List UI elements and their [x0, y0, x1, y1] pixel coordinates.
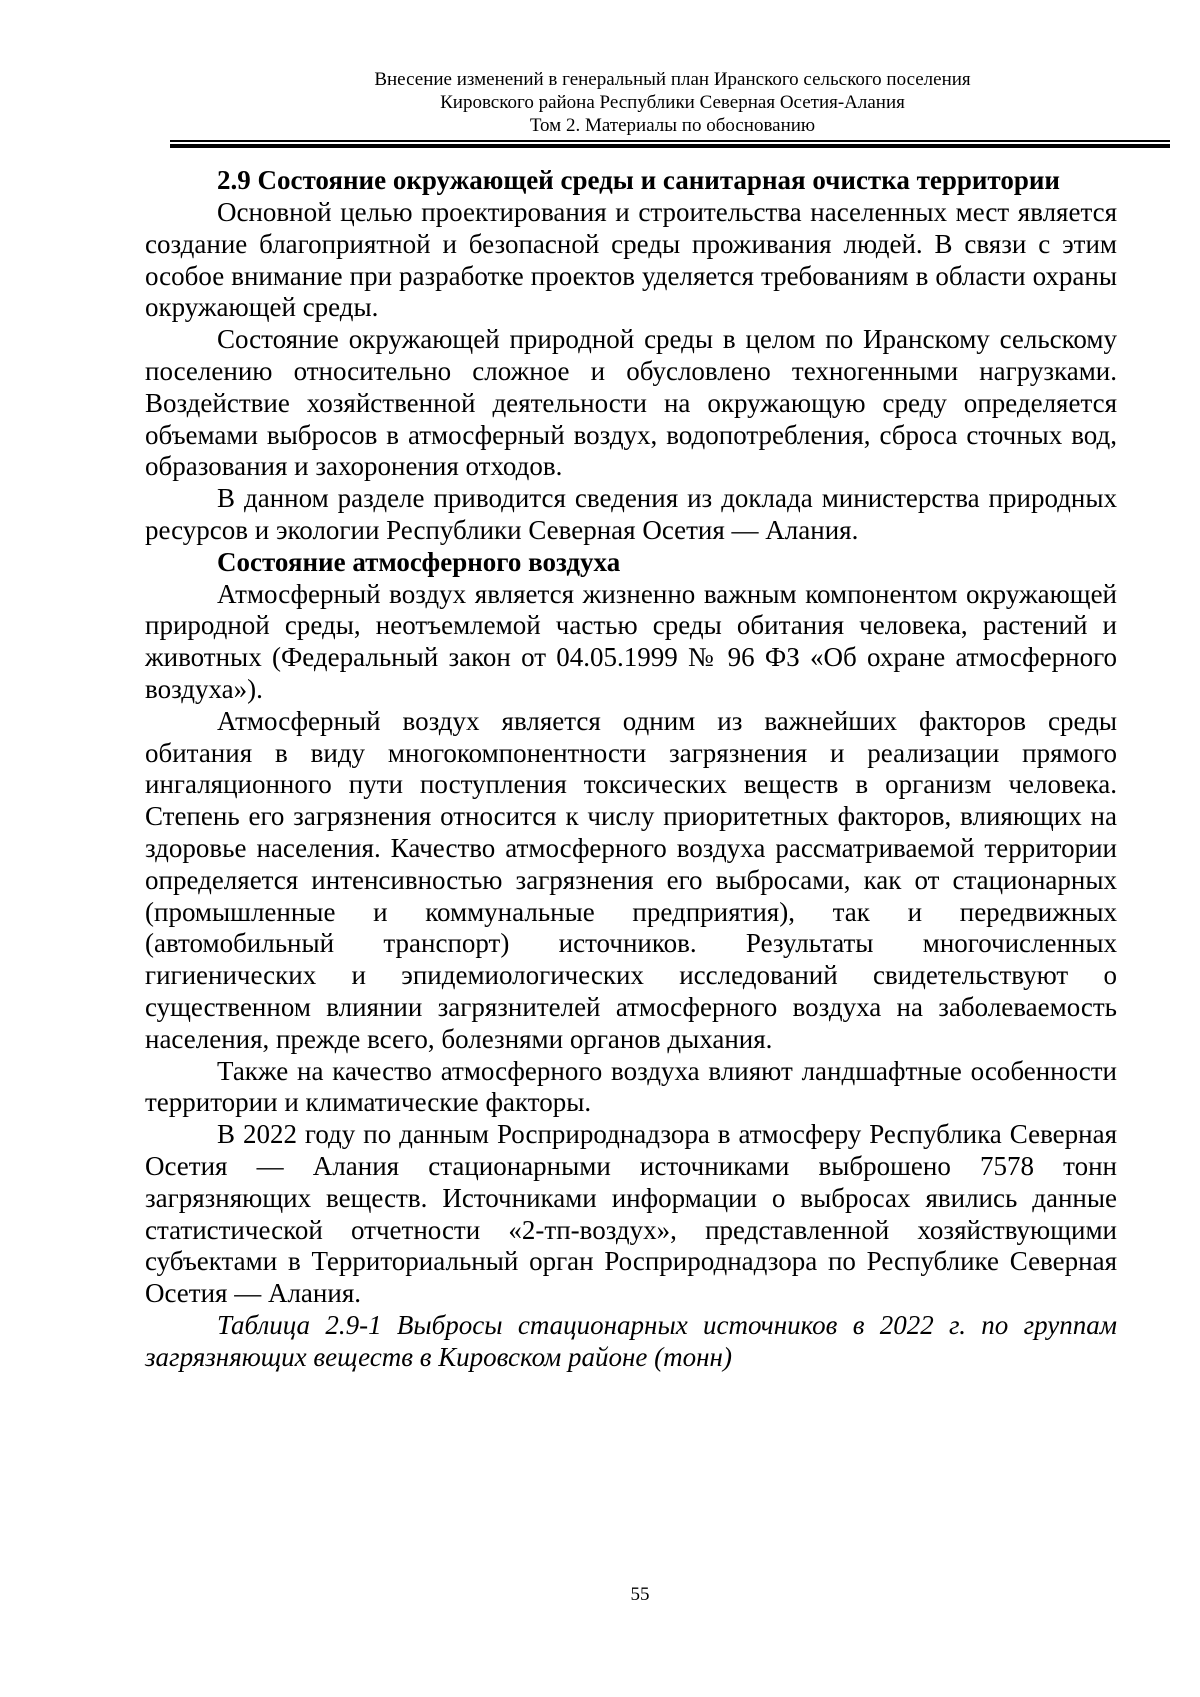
paragraph: Атмосферный воздух является одним из важнейших факторов среды обитания в виду многокомпонентности загрязнения и реализации прямого ингаляционного пути поступления токсических веществ в организм человека. Степень его загрязнения относится к числу приоритетных факторов, влияющих на здоровье населения. Качество атмосферного воздуха рассматриваемой территории определяется интенсивностью загрязнения его выбросами, как от стационарных (промышленные и коммунальные предприятия), так и передвижных (автомобильный транспорт) источников. Результаты многочисленных гигиенических и эпидемиологических исследований свидетельствуют о существенном влиянии загрязнителей атмосферного воздуха на заболеваемость населения, прежде всего, болезнями органов дыхания.: [145, 705, 1117, 1054]
paragraph: Атмосферный воздух является жизненно важным компонентом окружающей природной среды, неотъемлемой частью среды обитания человека, растений и животных (Федеральный закон от 04.05.1999 № 96 ФЗ «Об охране атмосферного воздуха»).: [145, 578, 1117, 704]
header-rule-thick: [170, 144, 1170, 148]
header-line-1: Внесение изменений в генеральный план Иранского сельского поселения: [374, 69, 971, 90]
table-caption: Таблица 2.9-1 Выбросы стационарных источников в 2022 г. по группам загрязняющих веществ в Кировском районе (тонн): [145, 1309, 1117, 1372]
header-line-2: Кировского района Республики Северная Осетия-Алания: [440, 92, 905, 113]
body-text: [145, 164, 1117, 1373]
paragraph: В данном разделе приводится сведения из доклада министерства природных ресурсов и экологии Республики Северная Осетия — Алания.: [145, 483, 1117, 545]
paragraph: В 2022 году по данным Росприроднадзора в атмосферу Республика Северная Осетия — Алания стационарными источниками выброшено 7578 тонн загрязняющих веществ. Источниками информации о выбросах явились данные статистической отчетности «2-тп-воздух», представленной хозяйствующими субъектами в Территориальный орган Росприроднадзора по Республике Северная Осетия — Алания.: [145, 1119, 1117, 1309]
running-header: [170, 68, 1175, 137]
paragraph: Состояние окружающей природной среды в целом по Иранскому сельскому поселению относительно сложное и обусловлено техногенными нагрузками. Воздействие хозяйственной деятельности на окружающую среду определяется объемами выбросов в атмосферный воздух, водопотребления, сброса сточных вод, образования и захоронения отходов.: [145, 324, 1117, 482]
paragraph: Основной целью проектирования и строительства населенных мест является создание благоприятной и безопасной среды проживания людей. В связи с этим особое внимание при разработке проектов уделяется требованиям в области охраны окружающей среды.: [145, 197, 1117, 323]
subsection-title: Состояние атмосферного воздуха: [217, 546, 621, 577]
section-title: 2.9 Состояние окружающей среды и санитарная очистка территории: [217, 165, 1060, 195]
paragraph: Также на качество атмосферного воздуха влияют ландшафтные особенности территории и климатические факторы.: [145, 1055, 1117, 1118]
page-number: 55: [630, 1584, 650, 1605]
header-rule-thin: [170, 140, 1170, 142]
header-line-3: Том 2. Материалы по обоснованию: [529, 115, 816, 136]
